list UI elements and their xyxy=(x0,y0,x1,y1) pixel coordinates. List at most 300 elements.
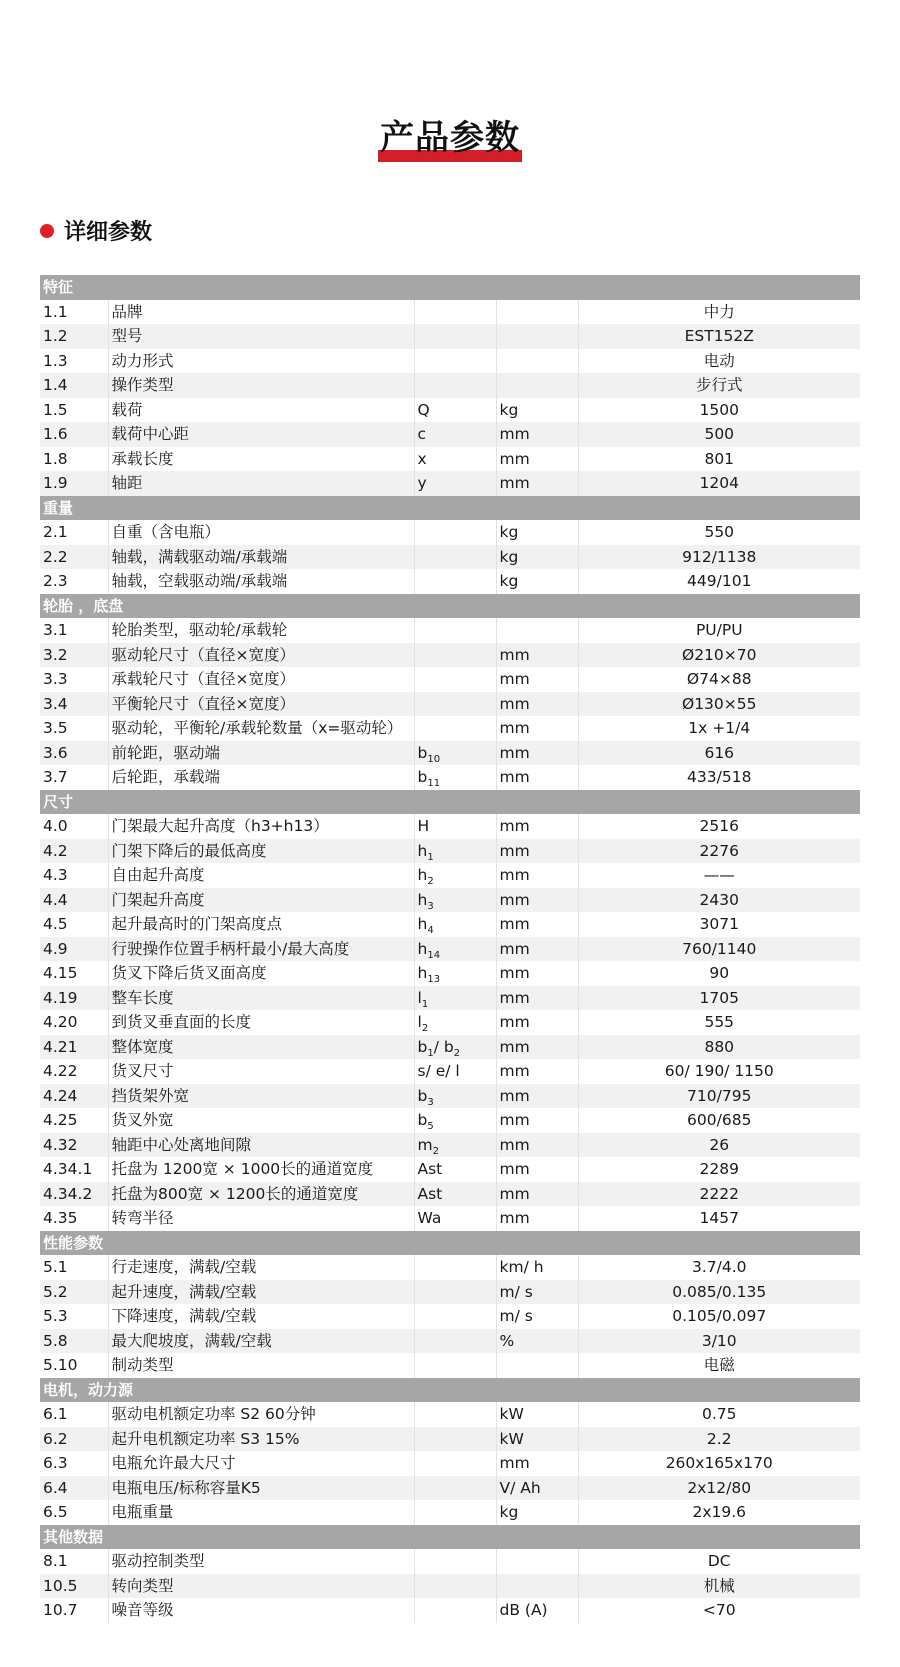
row-item: 前轮距，驱动端 xyxy=(108,741,414,766)
page-title-wrap xyxy=(0,118,900,158)
row-symbol xyxy=(414,937,496,962)
row-symbol xyxy=(414,373,496,398)
row-item: 起升电机额定功率 S3 15% xyxy=(108,1427,414,1452)
row-unit: m/ s xyxy=(496,1304,578,1329)
table-row xyxy=(40,1500,860,1525)
row-number: 4.19 xyxy=(40,986,108,1011)
row-symbol xyxy=(414,839,496,864)
row-number: 10.7 xyxy=(40,1598,108,1623)
row-symbol xyxy=(414,1329,496,1354)
row-unit: mm xyxy=(496,1059,578,1084)
row-unit: mm xyxy=(496,716,578,741)
symbol-text: h xyxy=(417,890,428,909)
symbol-text: c xyxy=(417,425,427,443)
row-unit: mm xyxy=(496,863,578,888)
table-row xyxy=(40,1304,860,1329)
row-item: 动力形式 xyxy=(108,349,414,374)
row-unit xyxy=(496,618,578,643)
row-number: 1.8 xyxy=(40,447,108,472)
row-value: 电磁 xyxy=(578,1353,860,1378)
row-number: 2.3 xyxy=(40,569,108,594)
row-value: 电动 xyxy=(703,351,735,370)
row-unit xyxy=(496,349,578,374)
row-number: 1.4 xyxy=(40,373,108,398)
row-unit: mm xyxy=(496,937,578,962)
row-item: 操作类型 xyxy=(108,373,414,398)
row-number: 4.4 xyxy=(40,888,108,913)
row-item: 轴载，满载驱动端/承载端 xyxy=(108,545,414,570)
page-title-text: 产品参数 xyxy=(380,118,520,158)
spec-table-body xyxy=(40,275,860,1623)
row-value: 1705 xyxy=(578,986,860,1011)
symbol-subscript: 11 xyxy=(427,778,441,790)
row-unit xyxy=(496,324,578,349)
section-heading xyxy=(40,215,152,246)
section-header: 性能参数 xyxy=(40,1231,860,1256)
section-heading-label: 详细参数 xyxy=(64,220,153,245)
row-symbol xyxy=(414,1598,496,1623)
row-item: 轮胎类型，驱动轮/承载轮 xyxy=(108,618,414,643)
row-unit: kg xyxy=(496,520,578,545)
row-value: Ø130×55 xyxy=(578,692,860,717)
row-value: 1x +1/4 xyxy=(578,716,860,741)
section-header: 其他数据 xyxy=(40,1525,860,1550)
row-unit: mm xyxy=(496,422,578,447)
row-value: 2516 xyxy=(578,814,860,839)
section-header-row xyxy=(40,594,860,619)
page-title xyxy=(378,118,522,158)
row-item: 转弯半径 xyxy=(108,1206,414,1231)
row-unit: mm xyxy=(496,1206,578,1231)
table-row xyxy=(40,1280,860,1305)
row-unit: mm xyxy=(496,1010,578,1035)
row-symbol xyxy=(414,814,496,839)
row-value: 2430 xyxy=(578,888,860,913)
row-item: 货叉尺寸 xyxy=(108,1059,414,1084)
row-unit: mm xyxy=(496,692,578,717)
row-item: 后轮距，承载端 xyxy=(108,765,414,790)
table-row xyxy=(40,1059,860,1084)
table-row xyxy=(40,520,860,545)
row-item: 起升速度，满载/空载 xyxy=(108,1280,414,1305)
row-number: 4.20 xyxy=(40,1010,108,1035)
table-row xyxy=(40,1598,860,1623)
row-value: —— xyxy=(578,863,860,888)
bullet-dot-icon xyxy=(40,224,54,238)
row-symbol xyxy=(414,1476,496,1501)
row-item: 品牌 xyxy=(108,300,414,325)
symbol-text: h xyxy=(417,964,428,982)
row-value: 2289 xyxy=(578,1157,860,1182)
row-unit: mm xyxy=(496,1182,578,1207)
row-item: 电瓶电压/标称容量K5 xyxy=(108,1476,414,1501)
row-symbol xyxy=(414,1304,496,1329)
table-row xyxy=(40,1035,860,1060)
table-row xyxy=(40,643,860,668)
row-item: 驱动控制类型 xyxy=(108,1549,414,1574)
symbol-text: H xyxy=(417,817,430,835)
table-row xyxy=(40,398,860,423)
row-value: 2276 xyxy=(578,839,860,864)
row-number: 4.34.1 xyxy=(40,1157,108,1182)
row-unit: mm xyxy=(496,765,578,790)
row-number: 5.2 xyxy=(40,1280,108,1305)
row-number: 4.22 xyxy=(40,1059,108,1084)
row-value: Ø210×70 xyxy=(578,643,860,668)
row-unit: mm xyxy=(496,961,578,986)
symbol-text: Ast xyxy=(417,1184,443,1203)
table-row xyxy=(40,986,860,1011)
row-unit: mm xyxy=(496,986,578,1011)
symbol-subscript: 1 xyxy=(427,851,434,863)
symbol-text: b xyxy=(417,1111,428,1129)
table-row xyxy=(40,1084,860,1109)
row-value: 1500 xyxy=(699,400,739,419)
row-symbol xyxy=(414,1427,496,1452)
row-item: 托盘为 1200宽 × 1000长的通道宽度 xyxy=(108,1157,414,1182)
row-symbol xyxy=(414,667,496,692)
row-symbol xyxy=(414,569,496,594)
row-symbol xyxy=(414,447,496,472)
row-symbol xyxy=(414,1084,496,1109)
row-value: 760/1140 xyxy=(578,937,860,962)
row-symbol xyxy=(414,349,496,374)
row-item: 型号 xyxy=(108,324,414,349)
section-header-row xyxy=(40,496,860,521)
table-row xyxy=(40,937,860,962)
symbol-subscript-2: 2 xyxy=(453,1047,461,1059)
symbol-subscript: 2 xyxy=(421,1023,429,1035)
row-value: <70 xyxy=(578,1598,860,1623)
table-row xyxy=(40,618,860,643)
row-item: 平衡轮尺寸（直径×宽度） xyxy=(108,692,414,717)
symbol-text: h xyxy=(417,866,428,884)
row-value: 步行式 xyxy=(578,373,860,398)
row-value: Ø74×88 xyxy=(578,667,860,692)
symbol-text: Ast xyxy=(417,1160,443,1178)
row-number: 3.5 xyxy=(40,716,108,741)
table-row xyxy=(40,1108,860,1133)
row-value: 2222 xyxy=(578,1182,860,1207)
section-header-row xyxy=(40,275,860,300)
row-value: 0.75 xyxy=(578,1402,860,1427)
row-value: 0.085/0.135 xyxy=(578,1280,860,1305)
symbol-text: y xyxy=(417,474,427,492)
row-value: 500 xyxy=(578,422,860,447)
row-item: 轴载，空载驱动端/承载端 xyxy=(108,569,414,594)
table-row xyxy=(40,1010,860,1035)
row-unit: mm xyxy=(496,1035,578,1060)
table-row xyxy=(40,1402,860,1427)
symbol-subscript: 4 xyxy=(427,925,434,937)
row-item: 轴距 xyxy=(108,471,414,496)
row-unit: kW xyxy=(496,1402,578,1427)
row-number: 4.25 xyxy=(40,1108,108,1133)
row-value: DC xyxy=(578,1549,860,1574)
row-number: 8.1 xyxy=(40,1549,108,1574)
row-unit: kW xyxy=(496,1427,578,1452)
row-item: 门架起升高度 xyxy=(108,888,414,913)
row-symbol xyxy=(414,1255,496,1280)
table-row xyxy=(40,422,860,447)
table-row xyxy=(40,1549,860,1574)
table-row xyxy=(40,765,860,790)
section-header: 电机，动力源 xyxy=(40,1378,860,1403)
section-header-row xyxy=(40,1525,860,1550)
row-unit: mm xyxy=(496,667,578,692)
row-value: 880 xyxy=(578,1035,860,1060)
table-row xyxy=(40,300,860,325)
row-number: 4.3 xyxy=(40,863,108,888)
row-number: 1.5 xyxy=(40,398,108,423)
row-item: 整车长度 xyxy=(108,986,414,1011)
row-number: 4.0 xyxy=(40,814,108,839)
row-value: 机械 xyxy=(578,1574,860,1599)
table-row xyxy=(40,1574,860,1599)
table-row xyxy=(40,349,860,374)
symbol-text: h xyxy=(417,841,428,860)
symbol-text: m xyxy=(417,1135,433,1154)
table-row xyxy=(40,1476,860,1501)
row-unit: mm xyxy=(496,814,578,839)
row-symbol xyxy=(414,471,496,496)
table-row xyxy=(40,545,860,570)
table-row xyxy=(40,839,860,864)
row-value: 616 xyxy=(578,741,860,766)
symbol-subscript: 3 xyxy=(427,900,434,912)
symbol-subscript: 3 xyxy=(427,1096,434,1108)
row-number: 1.9 xyxy=(40,471,108,496)
row-symbol xyxy=(414,1574,496,1599)
row-value: 550 xyxy=(578,520,860,545)
row-number: 6.2 xyxy=(40,1427,108,1452)
row-number: 4.32 xyxy=(40,1133,108,1158)
row-number: 5.8 xyxy=(40,1329,108,1354)
row-symbol xyxy=(414,741,496,766)
row-number: 1.2 xyxy=(40,324,108,349)
row-value: 600/685 xyxy=(578,1108,860,1133)
row-symbol xyxy=(414,692,496,717)
row-item: 电瓶重量 xyxy=(108,1500,414,1525)
symbol-subscript: 5 xyxy=(427,1121,434,1133)
table-row xyxy=(40,1182,860,1207)
row-item: 最大爬坡度，满载/空载 xyxy=(108,1329,414,1354)
row-symbol xyxy=(414,986,496,1011)
row-number: 3.4 xyxy=(40,692,108,717)
row-unit: mm xyxy=(496,1084,578,1109)
symbol-text: s/ e/ l xyxy=(417,1062,460,1080)
row-number: 4.35 xyxy=(40,1206,108,1231)
symbol-text: Q xyxy=(417,400,430,419)
row-item: 起升最高时的门架高度点 xyxy=(108,912,414,937)
row-unit: mm xyxy=(496,912,578,937)
table-row xyxy=(40,961,860,986)
row-symbol xyxy=(414,545,496,570)
row-value: 433/518 xyxy=(578,765,860,790)
row-symbol xyxy=(414,1549,496,1574)
row-symbol xyxy=(414,422,496,447)
table-row xyxy=(40,888,860,913)
row-symbol xyxy=(414,618,496,643)
row-value: 710/795 xyxy=(578,1084,860,1109)
symbol-text: l xyxy=(417,1013,422,1031)
row-value: 3.7/4.0 xyxy=(578,1255,860,1280)
row-symbol xyxy=(414,1010,496,1035)
row-symbol xyxy=(414,1353,496,1378)
row-item: 承载长度 xyxy=(108,447,414,472)
table-row xyxy=(40,667,860,692)
symbol-subscript: 10 xyxy=(427,753,441,765)
table-row xyxy=(40,716,860,741)
table-row xyxy=(40,1255,860,1280)
row-value: 912/1138 xyxy=(578,545,860,570)
row-number: 6.4 xyxy=(40,1476,108,1501)
row-value: 555 xyxy=(578,1010,860,1035)
row-value: 26 xyxy=(578,1133,860,1158)
row-unit xyxy=(496,373,578,398)
row-number: 1.1 xyxy=(40,300,108,325)
table-row xyxy=(40,569,860,594)
row-item: 载荷 xyxy=(108,398,414,423)
section-header: 尺寸 xyxy=(40,790,860,815)
row-symbol xyxy=(414,1035,496,1060)
row-value: PU/PU xyxy=(578,618,860,643)
symbol-subscript: 13 xyxy=(427,974,441,986)
row-value: 3/10 xyxy=(578,1329,860,1354)
row-symbol xyxy=(414,961,496,986)
table-row xyxy=(40,471,860,496)
row-item: 整体宽度 xyxy=(108,1035,414,1060)
symbol-subscript: 14 xyxy=(427,949,441,961)
symbol-text: x xyxy=(417,449,427,468)
table-row xyxy=(40,1451,860,1476)
row-symbol xyxy=(414,1500,496,1525)
row-item: 驱动电机额定功率 S2 60分钟 xyxy=(108,1402,414,1427)
row-unit: % xyxy=(496,1329,578,1354)
row-unit: kg xyxy=(496,1500,578,1525)
row-unit: mm xyxy=(496,1133,578,1158)
row-symbol xyxy=(414,1206,496,1231)
table-row xyxy=(40,814,860,839)
row-number: 1.6 xyxy=(40,422,108,447)
row-value: 260x165x170 xyxy=(578,1451,860,1476)
row-number: 5.10 xyxy=(40,1353,108,1378)
symbol-text: h xyxy=(417,939,428,958)
section-header: 重量 xyxy=(40,496,860,521)
table-row xyxy=(40,741,860,766)
row-item: 承载轮尺寸（直径×宽度） xyxy=(108,667,414,692)
row-symbol xyxy=(414,300,496,325)
row-number: 4.5 xyxy=(40,912,108,937)
table-row xyxy=(40,692,860,717)
row-symbol xyxy=(414,324,496,349)
row-symbol xyxy=(414,1059,496,1084)
row-item: 驱动轮，平衡轮/承载轮数量（x=驱动轮） xyxy=(108,716,414,741)
section-header-row xyxy=(40,790,860,815)
row-value: 801 xyxy=(704,449,735,468)
row-value: 449/101 xyxy=(578,569,860,594)
symbol-text: b xyxy=(417,768,428,786)
symbol-text: Wa xyxy=(417,1209,442,1227)
symbol-subscript: 2 xyxy=(432,1145,439,1157)
row-item: 自重（含电瓶） xyxy=(108,520,414,545)
row-symbol xyxy=(414,1157,496,1182)
row-number: 6.3 xyxy=(40,1451,108,1476)
row-unit xyxy=(496,1549,578,1574)
row-item: 行驶操作位置手柄杆最小/最大高度 xyxy=(108,937,414,962)
row-symbol xyxy=(414,520,496,545)
row-symbol xyxy=(414,863,496,888)
table-row xyxy=(40,447,860,472)
row-unit: mm xyxy=(496,839,578,864)
table-row xyxy=(40,1157,860,1182)
row-item: 下降速度，满载/空载 xyxy=(108,1304,414,1329)
row-unit: km/ h xyxy=(496,1255,578,1280)
row-value: 0.105/0.097 xyxy=(578,1304,860,1329)
row-symbol xyxy=(414,912,496,937)
row-item: 自由起升高度 xyxy=(108,863,414,888)
section-header-row xyxy=(40,1378,860,1403)
row-number: 4.2 xyxy=(40,839,108,864)
row-unit: dB (A) xyxy=(496,1598,578,1623)
table-row xyxy=(40,1427,860,1452)
symbol-text: b xyxy=(417,1086,428,1105)
row-number: 5.1 xyxy=(40,1255,108,1280)
row-unit xyxy=(496,300,578,325)
row-symbol xyxy=(414,1280,496,1305)
row-unit xyxy=(496,1353,578,1378)
row-unit: mm xyxy=(496,471,578,496)
table-row xyxy=(40,1133,860,1158)
row-number: 4.21 xyxy=(40,1035,108,1060)
table-row xyxy=(40,1353,860,1378)
row-item: 载荷中心距 xyxy=(108,422,414,447)
row-item: 门架下降后的最低高度 xyxy=(108,839,414,864)
row-unit: mm xyxy=(496,447,578,472)
row-number: 1.3 xyxy=(40,349,108,374)
row-unit: V/ Ah xyxy=(496,1476,578,1501)
row-number: 3.1 xyxy=(40,618,108,643)
row-item: 行走速度，满载/空载 xyxy=(108,1255,414,1280)
row-number: 3.7 xyxy=(40,765,108,790)
row-number: 4.24 xyxy=(40,1084,108,1109)
table-row xyxy=(40,324,860,349)
row-value: 中力 xyxy=(703,302,735,321)
row-symbol xyxy=(414,1133,496,1158)
symbol-text: l xyxy=(417,988,422,1007)
row-number: 2.1 xyxy=(40,520,108,545)
row-symbol xyxy=(414,643,496,668)
row-value: EST152Z xyxy=(578,324,860,349)
symbol-text: b xyxy=(417,1037,428,1056)
row-symbol xyxy=(414,716,496,741)
symbol-subscript: 1 xyxy=(427,1047,434,1059)
row-unit: mm xyxy=(496,888,578,913)
row-number: 4.34.2 xyxy=(40,1182,108,1207)
row-value: 2x12/80 xyxy=(578,1476,860,1501)
row-item: 货叉下降后货叉面高度 xyxy=(108,961,414,986)
table-row xyxy=(40,373,860,398)
spec-table xyxy=(40,275,860,1623)
row-number: 4.15 xyxy=(40,961,108,986)
row-item: 货叉外宽 xyxy=(108,1108,414,1133)
row-value: 90 xyxy=(578,961,860,986)
table-row xyxy=(40,912,860,937)
row-item: 门架最大起升高度（h3+h13） xyxy=(108,814,414,839)
symbol-subscript: 2 xyxy=(427,876,434,888)
row-symbol xyxy=(414,1108,496,1133)
row-unit: mm xyxy=(496,643,578,668)
